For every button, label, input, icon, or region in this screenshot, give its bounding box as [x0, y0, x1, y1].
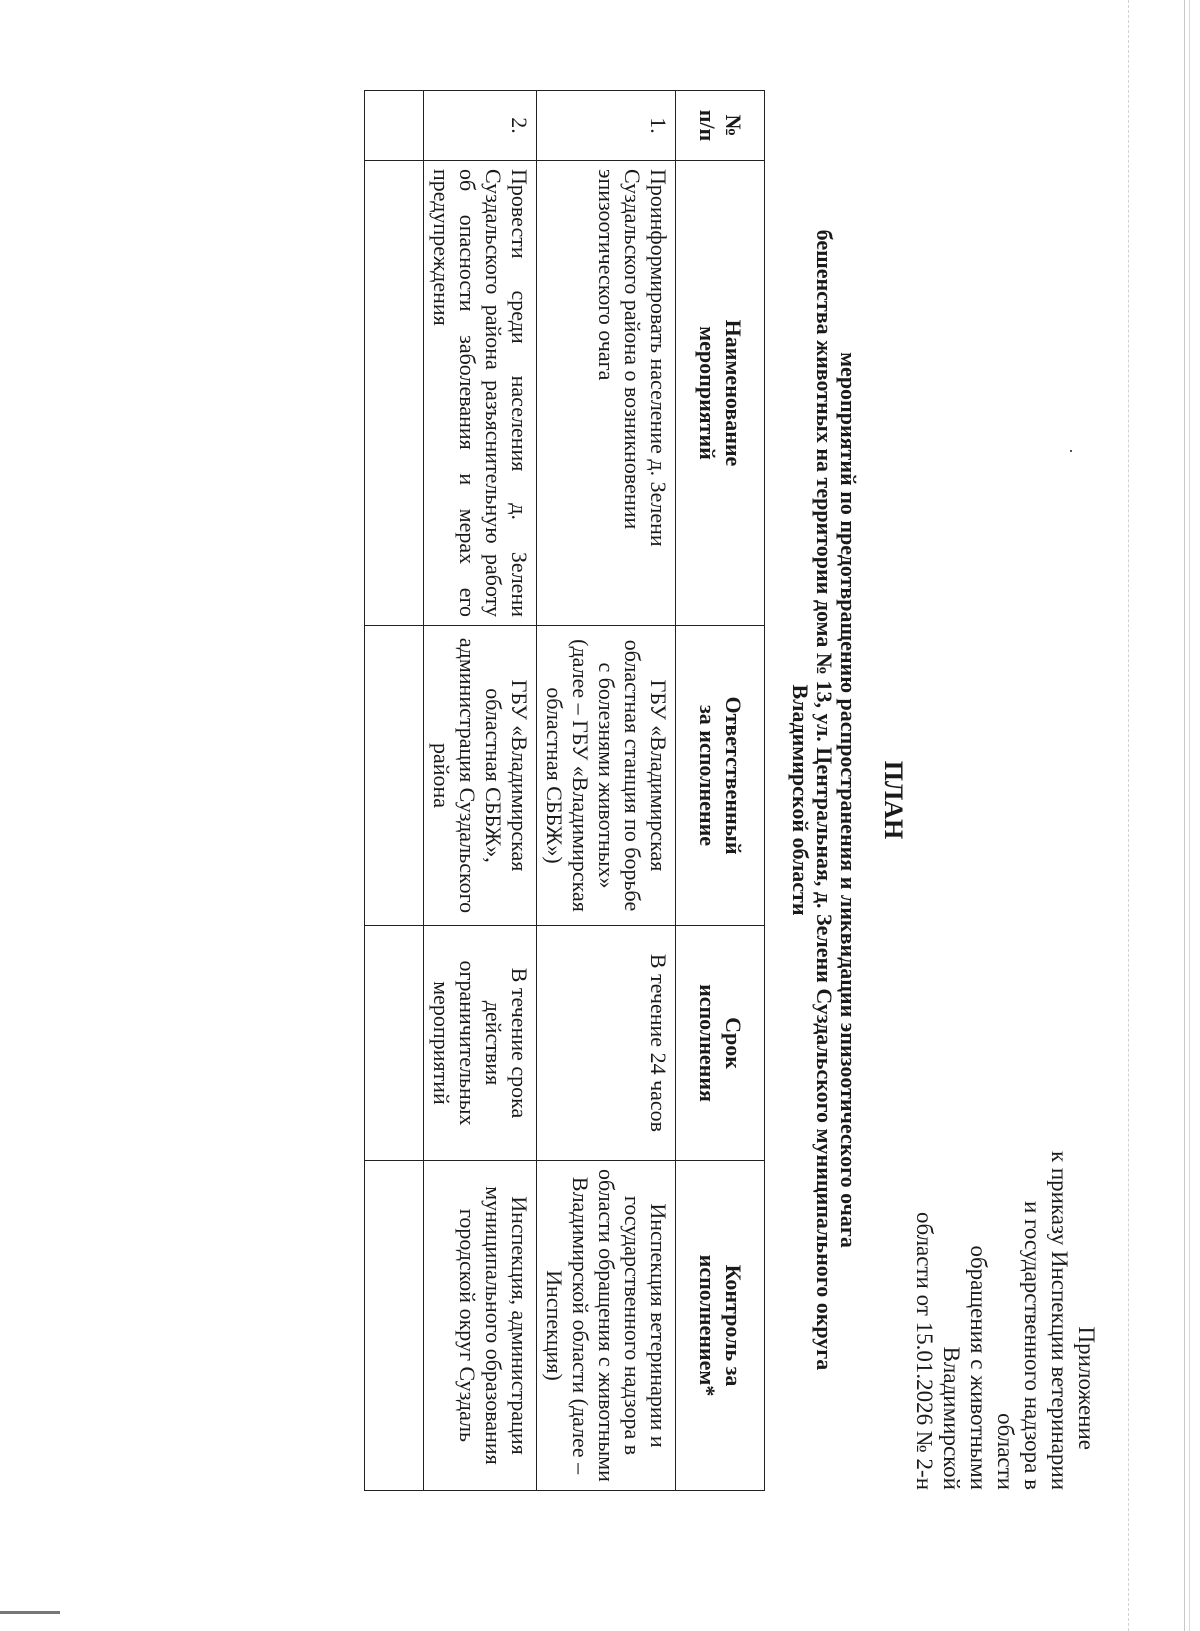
empty-cell: [365, 926, 424, 1161]
row-responsible: ГБУ «Владимирская областная СББЖ», администрация Суздальского района: [424, 626, 537, 926]
row-num: 1.: [537, 91, 676, 161]
row-num: 2.: [424, 91, 537, 161]
row-name: Проинформировать население д. Зелени Суздальского района о возникновении эпизоотического очага: [537, 161, 676, 626]
empty-cell: [365, 1161, 424, 1491]
row-responsible: ГБУ «Владимирская областная станция по борьбе с болезнями животных» (далее – ГБУ «Владимирская областная СББЖ»): [537, 626, 676, 926]
appendix-note: [911, 1130, 1100, 1490]
row-control: Инспекция, администрация муниципального образования городской округ Суздаль: [424, 1161, 537, 1491]
table-row: [424, 91, 537, 1491]
table-row: [537, 91, 676, 1491]
rotated-page: [70, 90, 1130, 1510]
empty-cell: [365, 161, 424, 626]
table-header-row: [676, 91, 765, 1491]
row-control: Инспекция ветеринарии и государственного надзора в области обращения с животными Владимирской области (далее – Инспекция): [537, 1161, 676, 1491]
plan-subtitle-line: мероприятий по предотвращению распространения и ликвидации эпизоотического очага: [836, 352, 861, 1248]
appendix-line: Приложение: [1074, 1326, 1099, 1450]
empty-cell: [365, 626, 424, 926]
table-row-empty: [365, 91, 424, 1491]
empty-cell: [365, 91, 424, 161]
header-responsible: Ответственный за исполнение: [676, 626, 765, 926]
plan-table: [364, 90, 765, 1491]
appendix-line: и государственного надзора в области: [993, 1200, 1045, 1490]
row-name: Провести среди населения д. Зелени Суздальского района разъяснительную работу об опасности заболевания и мерах его предупреждения: [424, 161, 537, 626]
plan-subtitle-line: Владимирской области: [788, 684, 813, 916]
header-deadline: Срок исполнения: [676, 926, 765, 1161]
scan-edge: [1184, 0, 1190, 1631]
appendix-line: к приказу Инспекции ветеринарии: [1047, 1150, 1072, 1490]
plan-title: ПЛАН: [879, 760, 908, 840]
plan-heading: [788, 90, 908, 1510]
header-control: Контроль за исполнением*: [676, 1161, 765, 1491]
appendix-line: области от 15.01.2026 № 2-н: [912, 1211, 937, 1490]
header-num: № п/п: [676, 91, 765, 161]
plan-subtitle-line: бешенства животных на территории дома № 13, ул. Центральная, д. Зелени Суздальского муниципального округа: [812, 229, 837, 1371]
row-deadline: В течение 24 часов: [537, 926, 676, 1161]
scan-mark: [0, 1611, 60, 1614]
appendix-line: обращения с животными Владимирской: [939, 1245, 991, 1490]
row-deadline: В течение срока действия ограничительных мероприятий: [424, 926, 537, 1161]
header-name: Наименование мероприятий: [676, 161, 765, 626]
